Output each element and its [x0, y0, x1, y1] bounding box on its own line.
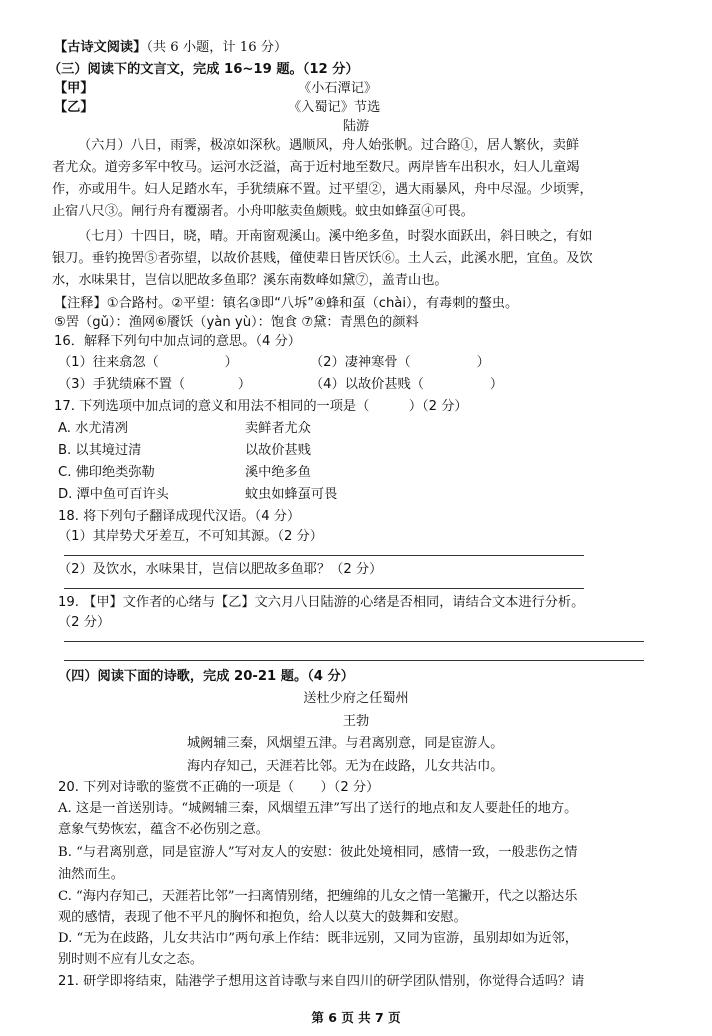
q17-option-b: B. 以其境过清: [58, 443, 142, 458]
q20-line: 油然而生。: [58, 867, 124, 882]
passage-line: 作，亦或用牛。妇人足踏水车，手犹绩麻不置。过平望②，遇大雨暴风，舟中尽湿。少顷霁，: [52, 182, 593, 197]
jia-title: 《小石潭记》: [298, 81, 378, 96]
q19-stem: 19. 【甲】文作者的心绪与【乙】文六月八日陆游的心绪是否相同，请结合文本进行分析。: [58, 595, 585, 610]
q16-stem: 16．解释下列句中加点词的意思。（4 分）: [54, 334, 301, 349]
q20-stem: 20. 下列对诗歌的鉴赏不正确的一项是（ ）（2 分）: [58, 780, 380, 795]
section-ancient-title-row: [54, 41, 287, 54]
q19-score: （2 分）: [58, 615, 111, 630]
q20-line: 别时则不应有儿女之态。: [58, 952, 204, 967]
q20-line: B. “与君离别意，同是宦游人”写对友人的安慰：彼此处境相同，感情一致，一般悲伤之情: [58, 845, 578, 860]
q18-stem: 18. 将下列句子翻译成现代汉语。（4 分）: [58, 509, 301, 524]
q20-line: A. 这是一首送别诗。“城阙辅三秦，风烟望五津”写出了送行的地点和友人要赴任的地方。: [58, 801, 578, 816]
q21-stem: 21. 研学即将结束，陆港学子想用这首诗歌与来自四川的研学团队惜别，你觉得合适吗？请: [58, 974, 585, 989]
q20-line: D. “无为在歧路，儿女共沾巾”两句承上作结：既非远别，又同为宦游，虽别却如为近邻，: [58, 931, 578, 946]
answer-line[interactable]: [64, 660, 644, 661]
q17-option-d-pair: 蚊虫如蜂虿可畏: [245, 487, 338, 502]
passage-line: （七月）十四日，晓，晴。开南窗观溪山。溪中绝多鱼，时裂水面跃出，斜日映之，有如: [78, 229, 593, 244]
q18-sub2: （2）及饮水，水味果甘，岂信以肥故多鱼耶？（2 分）: [58, 562, 383, 577]
poem-line: 海内存知己，天涯若比邻。无为在歧路，儿女共沾巾。: [187, 759, 504, 774]
poem-title: 送杜少府之任蜀州: [303, 691, 409, 706]
q17-option-a: A. 水尤清冽: [58, 421, 128, 436]
q16-item: （2）凄神寒骨（ ）: [310, 355, 490, 370]
answer-line[interactable]: [64, 555, 584, 556]
yi-label: 【乙】: [54, 100, 94, 115]
answer-line[interactable]: [64, 588, 584, 589]
author: 陆游: [342, 119, 370, 134]
notes-line-2: ⑤罟（gǔ）：渔网⑥餍饫（yàn yù）：饱食 ⑦黛：青黑色的颜料: [54, 315, 419, 330]
poet: 王勃: [342, 714, 370, 729]
jia-label: 【甲】: [54, 81, 94, 96]
passage-line: 银刀。垂钓挽罟⑤者弥望，以故价甚贱，僮使辈日皆厌饫⑥。土人云，此溪水肥，宜鱼。及饮: [52, 251, 593, 266]
answer-line[interactable]: [64, 641, 644, 642]
passage-line: 水，水味果甘，岂信以肥故多鱼耶？溪东南数峰如黛⑦，盖青山也。: [52, 273, 448, 288]
q17-option-b-pair: 以故价甚贱: [245, 443, 311, 458]
q20-line: C. “海内存知己，天涯若比邻”一扫离情别绪，把缠绵的儿女之情一笔撇开，代之以豁达乐: [58, 889, 578, 904]
section-title: 【古诗文阅读】: [54, 40, 147, 55]
q16-item: （1）往来翕忽（ ）: [58, 355, 238, 370]
part3-heading: （三）阅读下的文言文，完成 16~19 题。（12 分）: [48, 62, 359, 77]
page-footer: 第 6 页 共 7 页: [311, 1010, 401, 1025]
yi-title: 《入蜀记》节选: [288, 100, 381, 115]
poem-line: 城阙辅三秦，风烟望五津。与君离别意，同是宦游人。: [187, 736, 504, 751]
q17-option-a-pair: 卖鲜者尤众: [245, 421, 311, 436]
q17-option-d: D. 潭中鱼可百许头: [58, 487, 169, 502]
q17-stem: 17. 下列选项中加点词的意义和用法不相同的一项是（ ）（2 分）: [54, 399, 468, 414]
q16-item: （4）以故价甚贱（ ）: [310, 377, 504, 392]
q16-item: （3）手犹绩麻不置（ ）: [58, 377, 252, 392]
q20-line: 观的感情，表现了他不平凡的胸怀和抱负，给人以莫大的鼓舞和安慰。: [58, 910, 467, 925]
q20-line: 意象气势恢宏，蕴含不必伤别之意。: [58, 822, 269, 837]
notes-line-1: 【注释】①合路村。②平望：镇名③即“八坼”④蜂和虿（chài），有毒刺的螯虫。: [54, 296, 519, 311]
section-note: （共 6 小题，计 16 分）: [146, 40, 288, 55]
part4-heading: （四）阅读下面的诗歌，完成 20-21 题。（4 分）: [58, 669, 354, 684]
q17-option-c: C. 佛印绝类弥勒: [58, 465, 155, 480]
q17-option-c-pair: 溪中绝多鱼: [245, 465, 311, 480]
passage-line: 止宿八尺③。闸行舟有覆溺者。小舟叩舷卖鱼颇贱。蚊虫如蜂虿④可畏。: [52, 204, 474, 219]
q18-sub1: （1）其岸势犬牙差互，不可知其源。（2 分）: [58, 529, 323, 544]
passage-line: 者尤众。道旁多军中牧马。运河水泛溢，高于近村地至数尺。两岸皆车出积水，妇人儿童竭: [52, 160, 580, 175]
passage-line: （六月）八日，雨霁，极凉如深秋。遇顺风，舟人始张帆。过合路①，居人繁伙，卖鲜: [78, 138, 580, 153]
